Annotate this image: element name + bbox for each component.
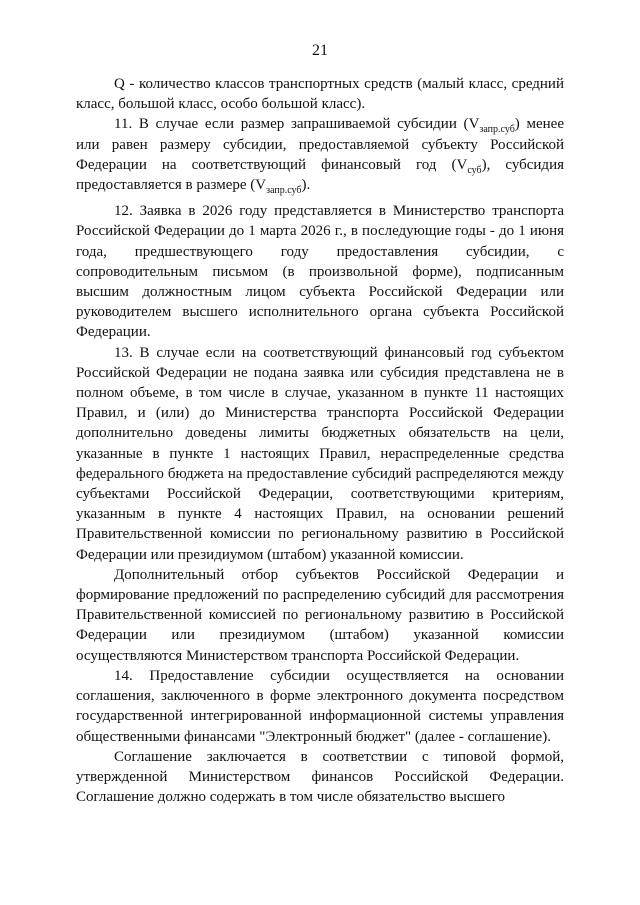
paragraph-13: 13. В случае если на соответствующий финансовый год субъектом Российской Федерации не подана заявка или субсидия представлена не в полном объеме, в том числе в случае, указанном в пункте 11 настоящих Правил, и (или) до Министерства транспорта Российской Федерации дополнительно доведены лимиты бюджетных обязательств на цели, указанные в пункте 1 настоящих Правил, нераспределенные средства федерального бюджета на предоставление субсидий распределяются между субъектами Российской Федерации, соответствующими критериям, указанным в пункте 4 настоящих Правил, на основании решений Правительственной комиссии по региональному развитию в Российской Федерации или президиумом (штабом) указанной комиссии. bbox=[76, 344, 564, 563]
paragraph-11 bbox=[76, 114, 564, 195]
p11-text-3: ), субсидия предоставляется в размере ( bbox=[76, 156, 564, 194]
p11-text-1: 11. В случае если размер запрашиваемой субсидии ( bbox=[114, 116, 469, 133]
v-symbol: V bbox=[456, 156, 468, 173]
v-subscript-subsidy: суб bbox=[467, 164, 482, 176]
v-symbol: V bbox=[255, 177, 267, 194]
paragraph-12: 12. Заявка в 2026 году представляется в Министерство транспорта Российской Федерации до 1 марта 2026 г., в последующие годы - до 1 июня года, предшествующего году предоставления субсидии, с сопроводительным письмом (в произвольной форме), подписанным высшим должностным лицом субъекта Российской Федерации или руководителем высшего исполнительного органа субъекта Российской Федерации. bbox=[76, 203, 564, 341]
p11-text-4: ). bbox=[301, 177, 311, 194]
page-number: 21 bbox=[312, 42, 328, 59]
v-subscript-request: запр.суб bbox=[266, 185, 302, 197]
v-subscript-request: запр.суб bbox=[479, 124, 515, 136]
v-symbol: V bbox=[468, 116, 480, 133]
document-body bbox=[76, 74, 564, 807]
paragraph-additional-selection: Дополнительный отбор субъектов Российской Федерации и формирование предложений по распределению субсидий для рассмотрения Правительственной комиссией по региональному развитию в Российской Федерации или президиумом (штабом) указанной комиссии осуществляются Министерством транспорта Российской Федерации. bbox=[76, 566, 564, 664]
paragraph-agreement: Соглашение заключается в соответствии с типовой формой, утвержденной Министерством финансов Российской Федерации. Соглашение должно содержать в том числе обязательство высшего bbox=[76, 748, 564, 806]
paragraph-14: 14. Предоставление субсидии осуществляется на основании соглашения, заключенного в форме электронного документа посредством государственной интегрированной информационной системы управления общественными финансами "Электронный бюджет" (далее - соглашение). bbox=[76, 667, 564, 745]
paragraph-q-definition: Q - количество классов транспортных средств (малый класс, средний класс, большой класс, особо большой класс). bbox=[76, 76, 564, 113]
p11-text-2: ) менее или равен размеру субсидии, предоставляемой субъекту Российской Федерации на соответствующий финансовый год ( bbox=[76, 116, 564, 173]
